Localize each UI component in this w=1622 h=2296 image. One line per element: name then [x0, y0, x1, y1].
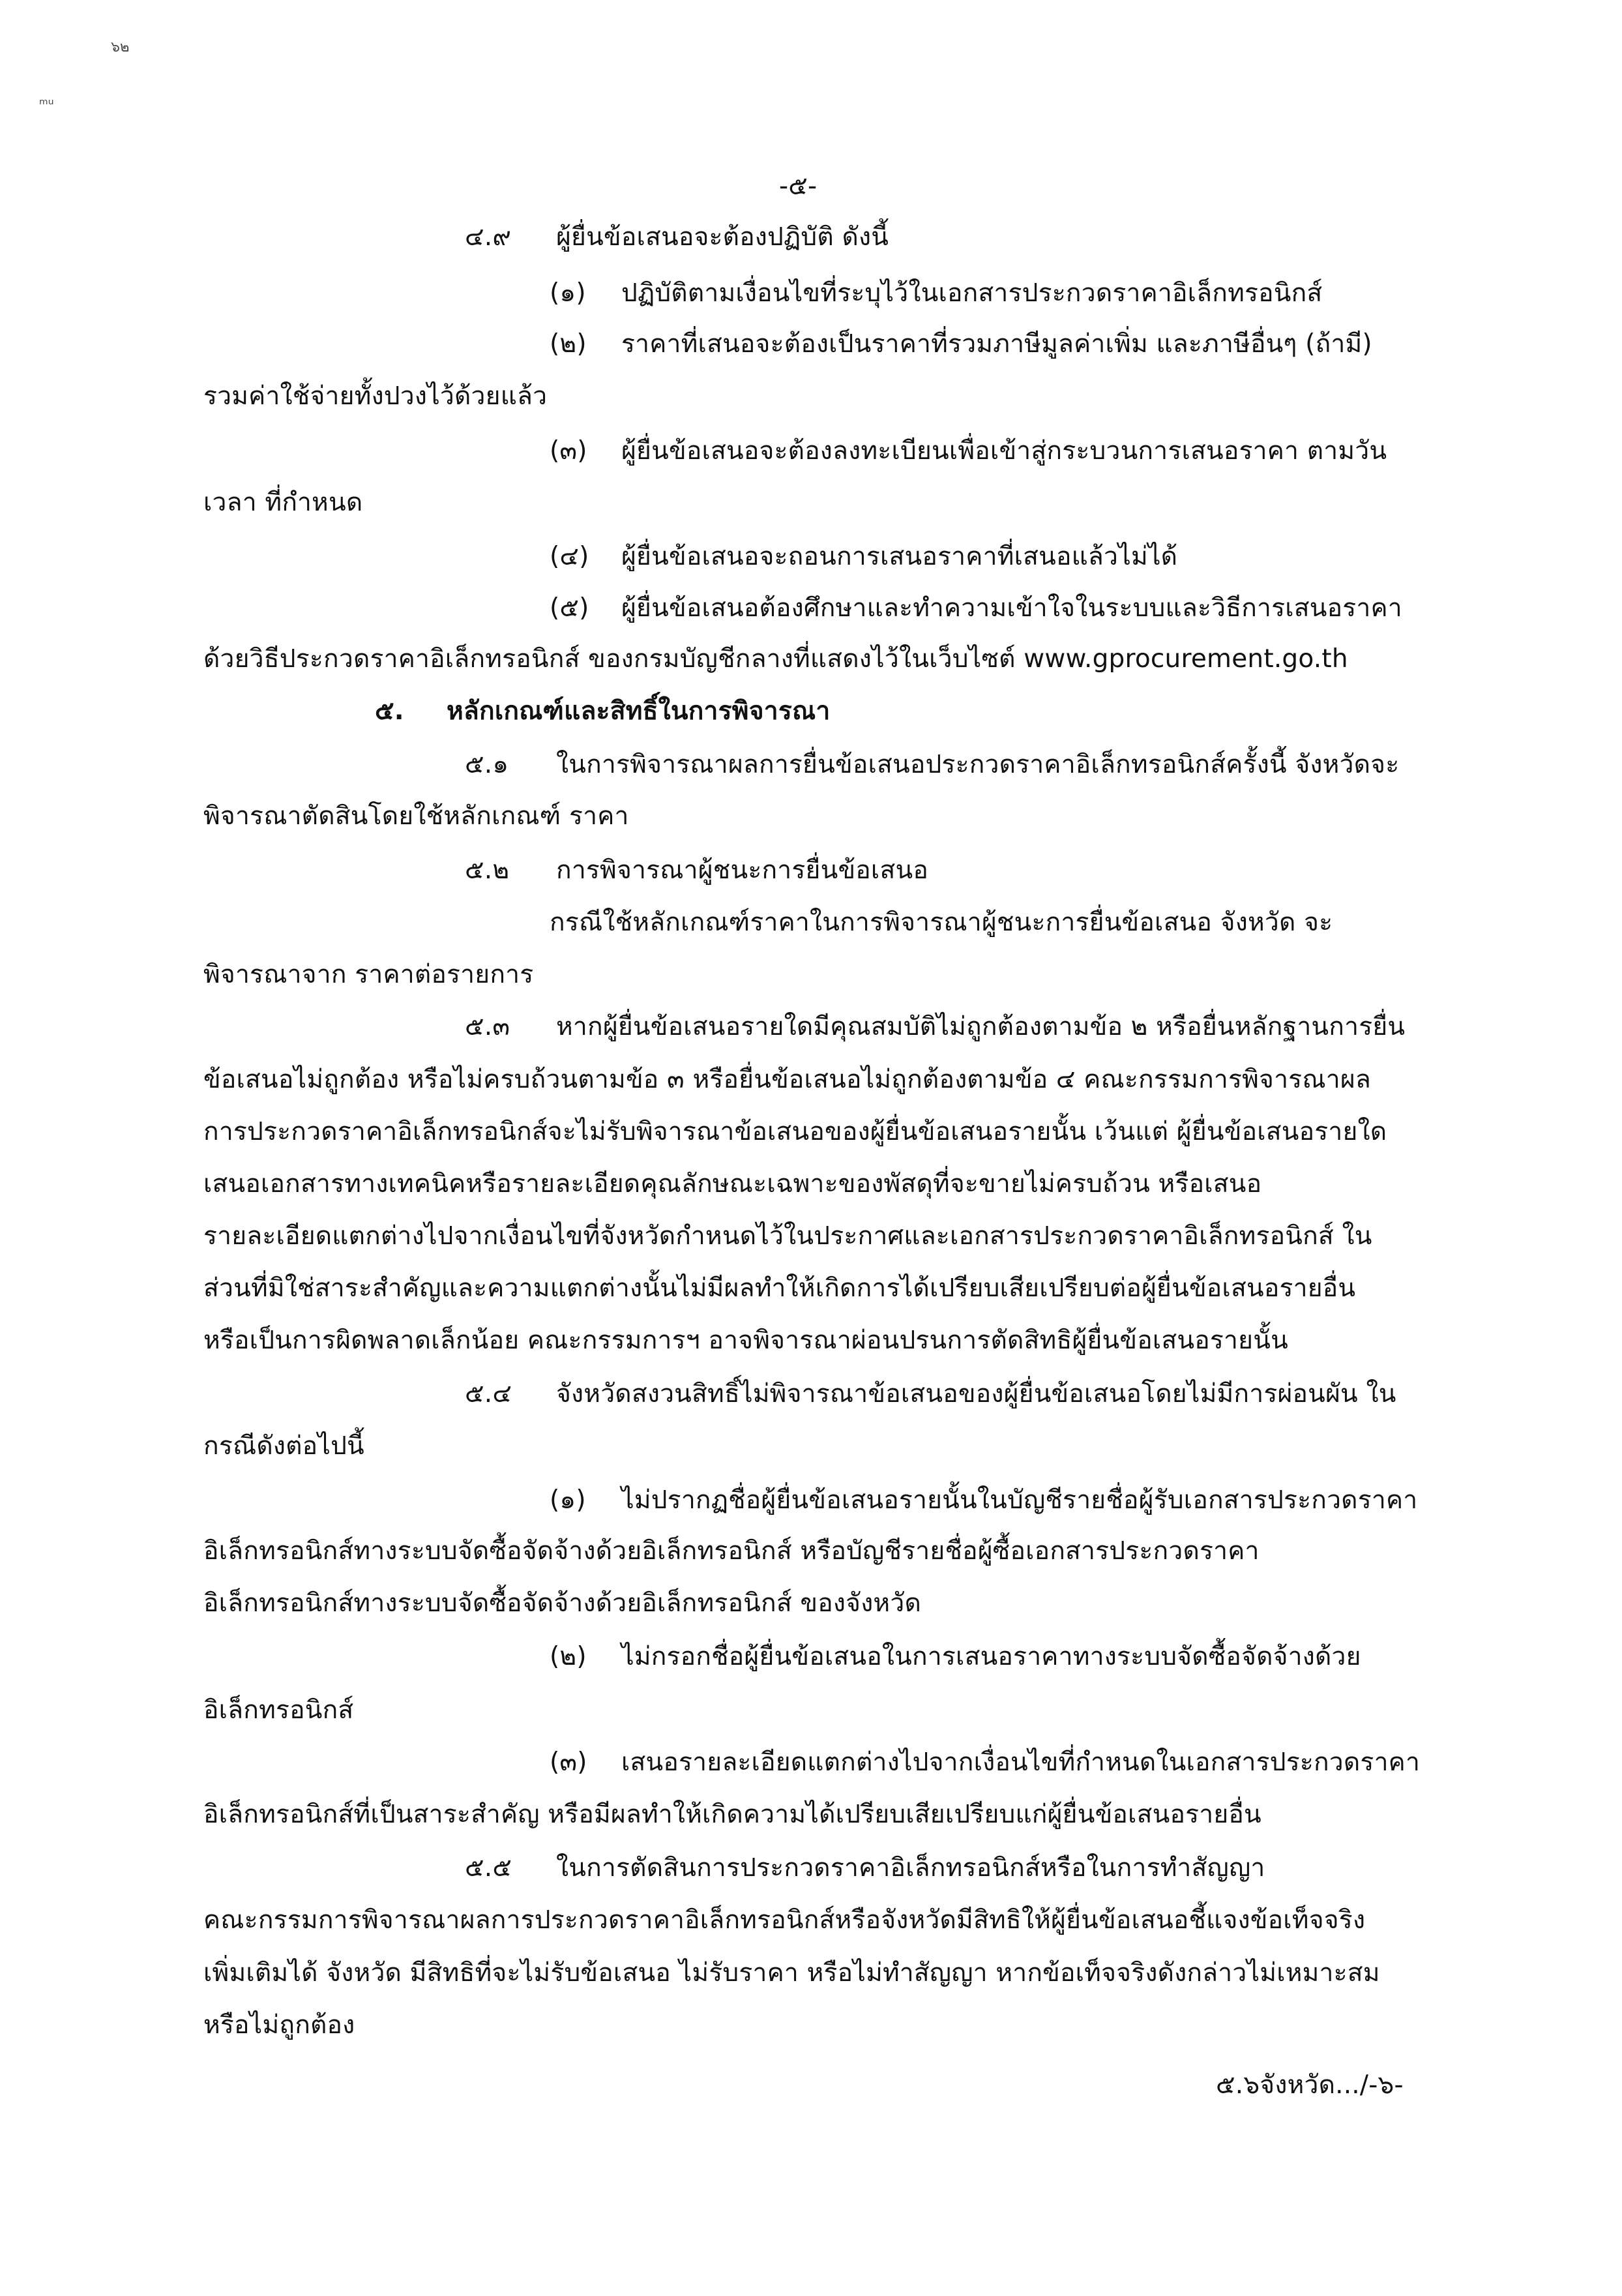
item-4-9-4: (๔) ผู้ยื่นข้อเสนอจะถอนการเสนอราคาที่เสนอแล้วไม่ได้: [550, 542, 1178, 571]
text-line: คณะกรรมการพิจารณาผลการประกวดราคาอิเล็กทรอนิกส์หรือจังหวัดมีสิทธิให้ผู้ยื่นข้อเสนอชี้แจงข้อเท็จจริง: [203, 1905, 1366, 1935]
text-line: เพิ่มเติมได้ จังหวัด มีสิทธิที่จะไม่รับข้อเสนอ ไม่รับราคา หรือไม่ทำสัญญา หากข้อเท็จจริงดังกล่าวไม่เหมาะสม: [203, 1958, 1380, 1988]
text-line: หรือไม่ถูกต้อง: [203, 2010, 355, 2040]
text-line: กรณีใช้หลักเกณฑ์ราคาในการพิจารณาผู้ชนะการยื่นข้อเสนอ จังหวัด จะ: [550, 908, 1333, 937]
item-4-9-5: (๕) ผู้ยื่นข้อเสนอต้องศึกษาและทำความเข้าใจในระบบและวิธีการเสนอราคา: [550, 593, 1402, 623]
section-5-heading: ๕. หลักเกณฑ์และสิทธิ์ในการพิจารณา: [375, 696, 831, 726]
item-5-4-1: (๑) ไม่ปรากฏชื่อผู้ยื่นข้อเสนอรายนั้นในบัญชีรายชื่อผู้รับเอกสารประกวดราคา: [550, 1485, 1418, 1515]
text-line: อิเล็กทรอนิกส์ทางระบบจัดซื้อจัดจ้างด้วยอิเล็กทรอนิกส์ ของจังหวัด: [203, 1588, 921, 1618]
item-5-4-2: (๒) ไม่กรอกชื่อผู้ยื่นข้อเสนอในการเสนอราคาทางระบบจัดซื้อจัดจ้างด้วย: [550, 1642, 1361, 1671]
section-4-9: ๔.๙ ผู้ยื่นข้อเสนอจะต้องปฏิบัติ ดังนี้: [465, 222, 889, 252]
text-line: ด้วยวิธีประกวดราคาอิเล็กทรอนิกส์ ของกรมบัญชีกลางที่แสดงไว้ในเว็บไซต์ www.gprocurement.go.th: [203, 644, 1348, 674]
section-5-2: ๕.๒ การพิจารณาผู้ชนะการยื่นข้อเสนอ: [465, 856, 928, 885]
text-line: รายละเอียดแตกต่างไปจากเงื่อนไขที่จังหวัดกำหนดไว้ในประกาศและเอกสารประกวดราคาอิเล็กทรอนิกส์ ใน: [203, 1221, 1372, 1251]
page-number: -๕-: [779, 171, 818, 201]
item-4-9-3: (๓) ผู้ยื่นข้อเสนอจะต้องลงทะเบียนเพื่อเข้าสู่กระบวนการเสนอราคา ตามวัน: [550, 436, 1387, 466]
text-line: พิจารณาตัดสินโดยใช้หลักเกณฑ์ ราคา: [203, 801, 629, 831]
item-4-9-1: (๑) ปฏิบัติตามเงื่อนไขที่ระบุไว้ในเอกสารประกวดราคาอิเล็กทรอนิกส์: [550, 278, 1323, 308]
text-line: พิจารณาจาก ราคาต่อรายการ: [203, 960, 534, 989]
section-5-1: ๕.๑ ในการพิจารณาผลการยื่นข้อเสนอประกวดราคาอิเล็กทรอนิกส์ครั้งนี้ จังหวัดจะ: [465, 750, 1400, 779]
text-line: หรือเป็นการผิดพลาดเล็กน้อย คณะกรรมการฯ อาจพิจารณาผ่อนปรนการตัดสิทธิผู้ยื่นข้อเสนอรายนั้น: [203, 1326, 1288, 1355]
section-5-4: ๕.๔ จังหวัดสงวนสิทธิ์ไม่พิจารณาข้อเสนอของผู้ยื่นข้อเสนอโดยไม่มีการผ่อนผัน ใน: [465, 1379, 1396, 1409]
text-line: การประกวดราคาอิเล็กทรอนิกส์จะไม่รับพิจารณาข้อเสนอของผู้ยื่นข้อเสนอรายนั้น เว้นแต่ ผู้ยื่นข้อเสนอรายใด: [203, 1117, 1387, 1146]
text-line: อิเล็กทรอนิกส์: [203, 1695, 354, 1725]
section-5-5: ๕.๕ ในการตัดสินการประกวดราคาอิเล็กทรอนิกส์หรือในการทำสัญญา: [465, 1853, 1265, 1883]
footer-continuation: ๕.๖จังหวัด.../-๖-: [1216, 2070, 1404, 2100]
text-line: อิเล็กทรอนิกส์ทางระบบจัดซื้อจัดจ้างด้วยอิเล็กทรอนิกส์ หรือบัญชีรายชื่อผู้ซื้อเอกสารประกวดราคา: [203, 1536, 1260, 1566]
text-line: เวลา ที่กำหนด: [203, 488, 363, 517]
margin-mark: ᵐᵘ: [39, 97, 54, 113]
section-5-3: ๕.๓ หากผู้ยื่นข้อเสนอรายใดมีคุณสมบัติไม่ถูกต้องตามข้อ ๒ หรือยื่นหลักฐานการยื่น: [465, 1012, 1406, 1041]
text-line: เสนอเอกสารทางเทคนิคหรือรายละเอียดคุณลักษณะเฉพาะของพัสดุที่จะขายไม่ครบถ้วน หรือเสนอ: [203, 1169, 1262, 1199]
text-line: ข้อเสนอไม่ถูกต้อง หรือไม่ครบถ้วนตามข้อ ๓ หรือยื่นข้อเสนอไม่ถูกต้องตามข้อ ๔ คณะกรรมการพิจารณาผล: [203, 1065, 1371, 1094]
text-line: อิเล็กทรอนิกส์ที่เป็นสาระสำคัญ หรือมีผลทำให้เกิดความได้เปรียบเสียเปรียบแก่ผู้ยื่นข้อเสนอรายอื่น: [203, 1800, 1261, 1829]
text-line: กรณีดังต่อไปนี้: [203, 1431, 364, 1461]
item-5-4-3: (๓) เสนอรายละเอียดแตกต่างไปจากเงื่อนไขที่กำหนดในเอกสารประกวดราคา: [550, 1748, 1421, 1777]
text-line: ส่วนที่มิใช่สาระสำคัญและความแตกต่างนั้นไม่มีผลทำให้เกิดการได้เปรียบเสียเปรียบต่อผู้ยื่นข้อเสนอรายอื่น: [203, 1274, 1356, 1303]
text-line: รวมค่าใช้จ่ายทั้งปวงไว้ด้วยแล้ว: [203, 381, 548, 411]
item-4-9-2: (๒) ราคาที่เสนอจะต้องเป็นราคาที่รวมภาษีมูลค่าเพิ่ม และภาษีอื่นๆ (ถ้ามี): [550, 329, 1372, 359]
margin-mark: ๖๒: [111, 39, 130, 55]
